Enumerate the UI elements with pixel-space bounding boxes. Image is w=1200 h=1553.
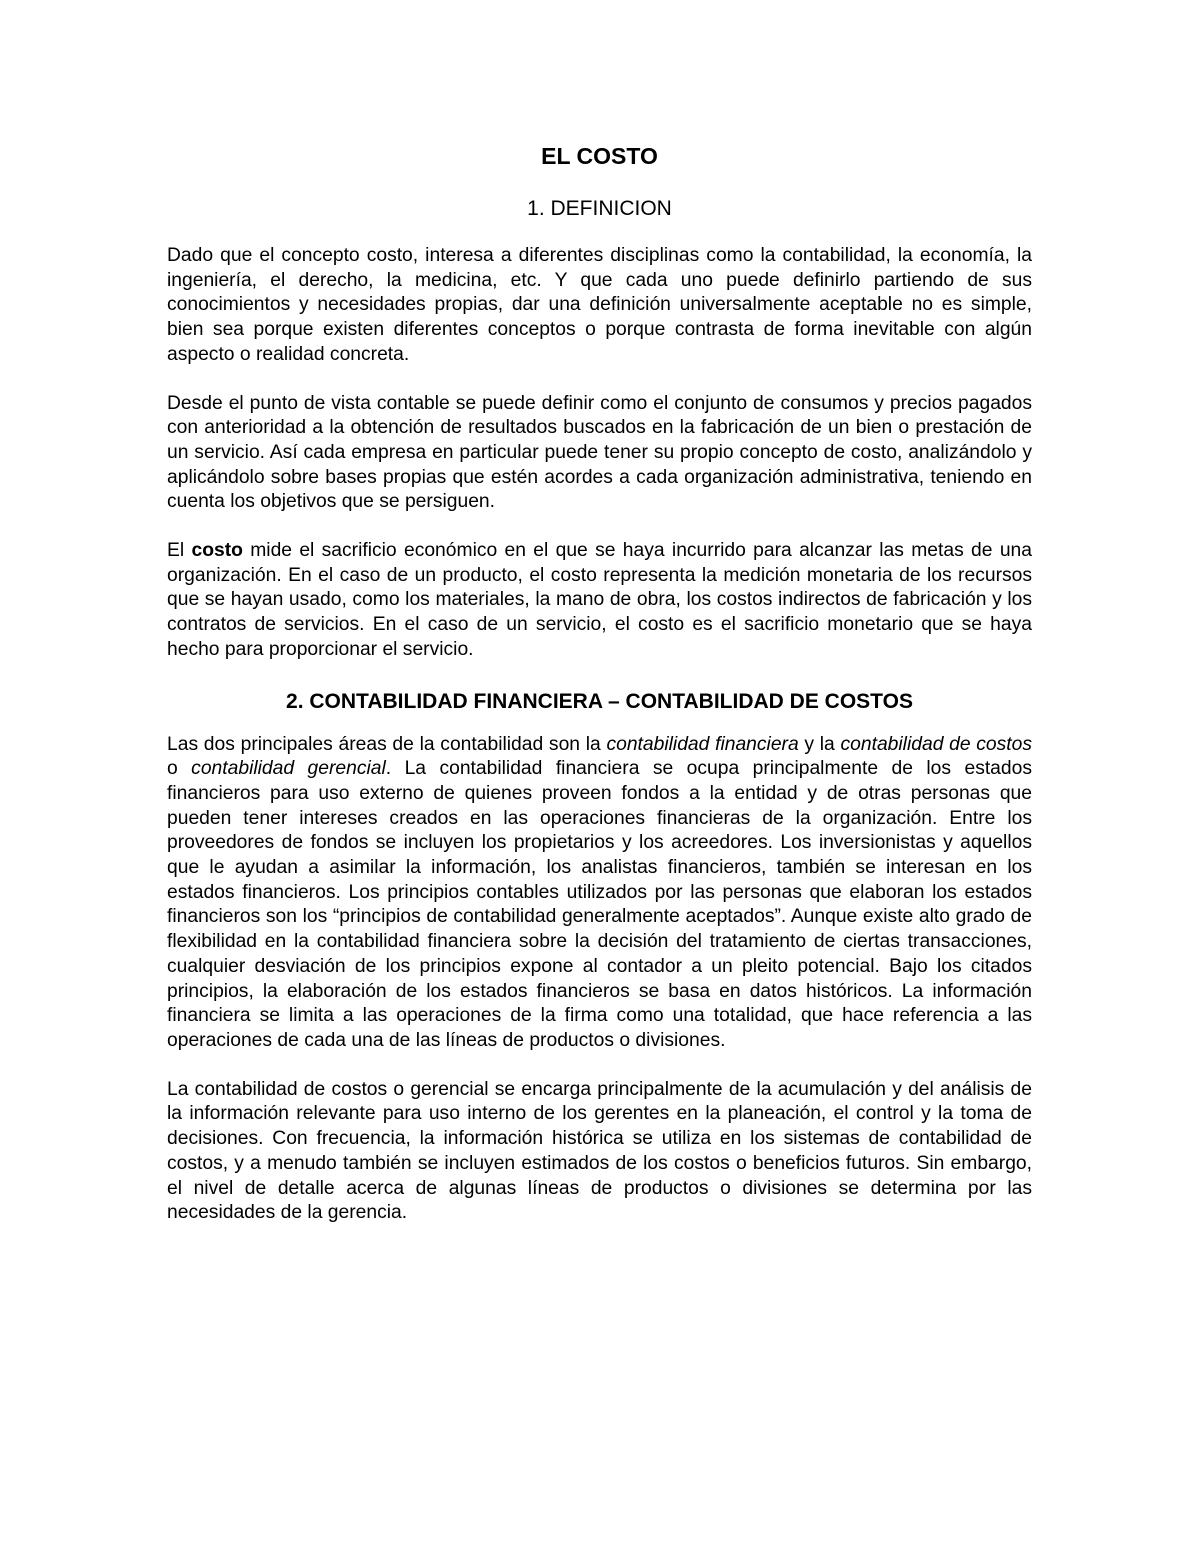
paragraph-text: . La contabilidad financiera se ocupa principalmente de los estados financieros para uso externo de quienes proveen fondos a la entidad y de otras personas que pueden tener intereses creados en las operaciones financieras de la organización. Entre los proveedores de fondos se incluyen los propietarios y los acreedores. Los inversionistas y aquellos que le ayudan a asimilar la información, los analistas financieros, también se interesan en los estados financieros. Los principios contables utilizados por las personas que elaboran los estados financieros son los “principios de contabilidad generalmente aceptados”. Aunque existe alto grado de flexibilidad en la contabilidad financiera sobre la decisión del tratamiento de ciertas transacciones, cualquier desviación de los principios expone al contador a un pleito potencial. Bajo los citados principios, la elaboración de los estados financieros se basa en datos históricos. La información financiera se limita a las operaciones de la firma como una totalidad, que hace referencia a las operaciones de cada una de las líneas de productos o divisiones. (167, 758, 1032, 1051)
paragraph-contabilidad-1 (167, 733, 1032, 1054)
paragraph-text: mide el sacrificio económico en el que se haya incurrido para alcanzar las metas de una organización. En el caso de un producto, el costo representa la medición monetaria de los recursos que se hayan usado, como los materiales, la mano de obra, los costos indirectos de fabricación y los contratos de servicios. En el caso de un servicio, el costo es el sacrificio monetario que se haya hecho para proporcionar el servicio. (167, 540, 1032, 660)
section-heading-definicion: 1. DEFINICION (527, 197, 672, 220)
paragraph-text: y la (798, 733, 841, 755)
paragraph-definicion-3 (167, 539, 1032, 663)
document-title: EL COSTO (541, 143, 658, 169)
paragraph-contabilidad-2: La contabilidad de costos o gerencial se encarga principalmente de la acumulación y del análisis de la información relevante para uso interno de los gerentes en la planeación, el control y la toma de decisiones. Con frecuencia, la información histórica se utiliza en los sistemas de contabilidad de costos, y a menudo también se incluyen estimados de los costos o beneficios futuros. Sin embargo, el nivel de detalle acerca de algunas líneas de productos o divisiones se determina por las necesidades de la gerencia. (167, 1078, 1032, 1224)
italic-term: contabilidad de costos (840, 733, 1033, 755)
document-page (167, 140, 1032, 1226)
paragraph-text: Las dos principales áreas de la contabilidad son la (167, 733, 607, 755)
paragraph-definicion-2: Desde el punto de vista contable se puede definir como el conjunto de consumos y precios pagados con anterioridad a la obtención de resultados buscados en la fabricación de un bien o prestación de un servicio. Así cada empresa en particular puede tener su propio concepto de costo, analizándolo y aplicándolo sobre bases propias que estén acordes a cada organización administrativa, teniendo en cuenta los objetivos que se persiguen. (167, 392, 1032, 513)
bold-term-costo: costo (191, 540, 243, 562)
paragraph-text: El (167, 540, 192, 562)
paragraph-definicion-1: Dado que el concepto costo, interesa a diferentes disciplinas como la contabilidad, la economía, la ingeniería, el derecho, la medicina, etc. Y que cada uno puede definirlo partiendo de sus conocimientos y necesidades propias, dar una definición universalmente aceptable no es simple, bien sea porque existen diferentes conceptos o porque contrasta de forma inevitable con algún aspecto o realidad concreta. (167, 245, 1032, 365)
paragraph-text: o (167, 758, 192, 780)
section-heading-contabilidad: 2. CONTABILIDAD FINANCIERA – CONTABILIDAD DE COSTOS (286, 689, 913, 713)
italic-term: contabilidad gerencial (191, 758, 386, 780)
italic-term: contabilidad financiera (606, 733, 799, 755)
